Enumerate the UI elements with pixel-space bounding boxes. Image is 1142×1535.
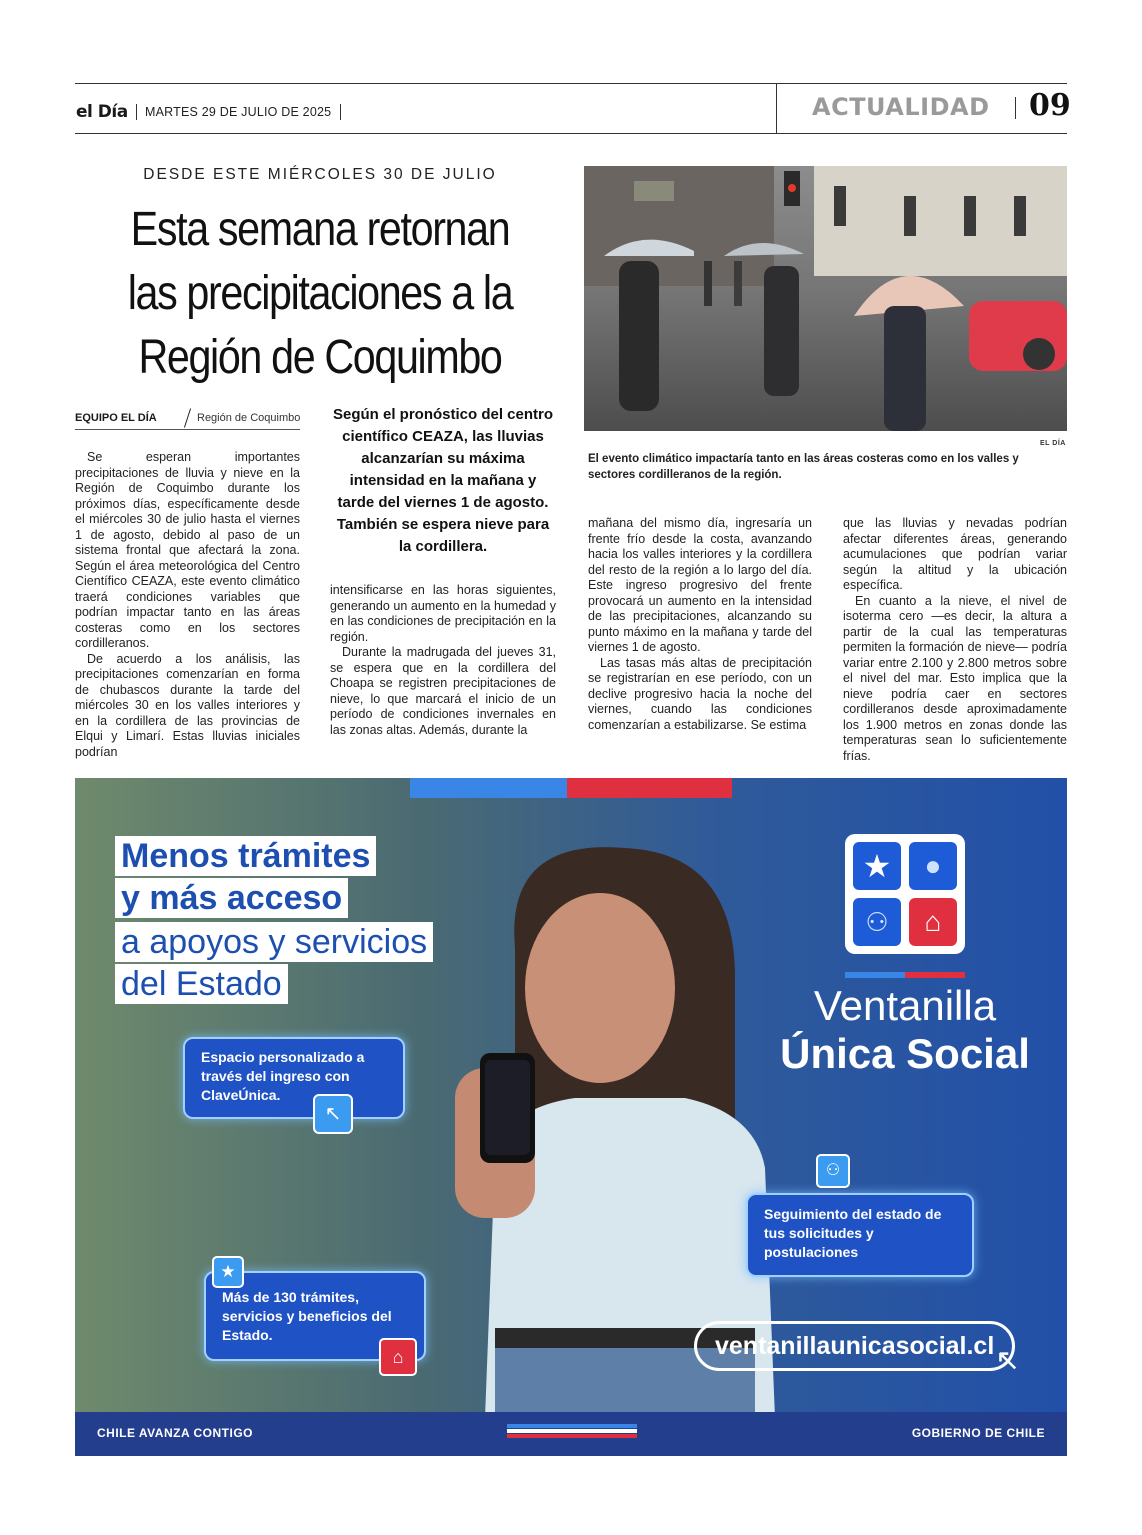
ad-headline-line: a apoyos y servicios bbox=[115, 922, 433, 962]
star-icon: ★ bbox=[853, 842, 901, 890]
ad-headline-line: y más acceso bbox=[115, 878, 348, 918]
logo-line-1: Ventanilla bbox=[813, 982, 997, 1029]
byline-author: EQUIPO EL DÍA bbox=[75, 412, 157, 424]
footer-stripe-blue bbox=[507, 1424, 637, 1428]
article-column-1 bbox=[75, 450, 300, 760]
newspaper-brand: el Día bbox=[76, 102, 128, 122]
bubble-text: Más de 130 trámites, servicios y beneficios del Estado. bbox=[222, 1289, 392, 1343]
footer-stripe-red bbox=[507, 1434, 637, 1438]
paragraph: Se esperan importantes precipitaciones de lluvia y nieve en la Región de Coquimbo durante los próximos días, específicamente desde el miércoles 30 de julio hasta el viernes 1 de agosto, debido al paso de un sistema frontal que afectará la zona. Según el área meteorológica del Centro Científico CEAZA, este evento climático traerá condiciones variables que podrían impactar tanto en las áreas costeras como en los sectores cordilleranos. bbox=[75, 450, 300, 650]
header-divider bbox=[1015, 97, 1016, 119]
ventanilla-logo bbox=[845, 834, 965, 954]
top-rule bbox=[75, 83, 1067, 84]
headline-line: Región de Coquimbo bbox=[138, 331, 502, 384]
section-divider bbox=[776, 84, 777, 133]
cursor-arrow-icon: ↖ bbox=[995, 1344, 1021, 1377]
headline-line: las precipitaciones a la bbox=[127, 267, 513, 320]
paragraph: Durante la madrugada del jueves 31, se espera que en la cordillera del Choapa se registren precipitaciones de nieve, lo que marcará el inicio de un período de condiciones invernales en las zonas altas. Además, durante la bbox=[330, 645, 556, 737]
byline-separator bbox=[184, 408, 191, 427]
byline-location: Región de Coquimbo bbox=[197, 412, 301, 424]
ad-footer-slogan: CHILE AVANZA CONTIGO bbox=[97, 1426, 253, 1440]
website-url[interactable]: ventanillaunicasocial.cl bbox=[694, 1321, 1015, 1371]
paragraph: Las tasas más altas de precipitación se registrarían en ese período, con un declive progresivo hacia la noche del viernes, cuando las condiciones comenzarían a estabilizarse. Se estima bbox=[588, 655, 812, 732]
person-icon: ● bbox=[909, 842, 957, 890]
ventanilla-wordmark bbox=[765, 982, 1045, 1078]
family-icon: ⚇ bbox=[816, 1154, 850, 1188]
ad-footer-gov: GOBIERNO DE CHILE bbox=[911, 1426, 1045, 1440]
ad-headline-line: del Estado bbox=[115, 964, 288, 1004]
footer-stripe-white bbox=[507, 1429, 637, 1433]
headline-line: Esta semana retornan bbox=[130, 203, 510, 256]
flag-stripe-blue bbox=[410, 778, 567, 798]
bubble-text: Seguimiento del estado de tus solicitudes y postulaciones bbox=[764, 1206, 942, 1260]
bubble-text: Espacio personalizado a través del ingreso con ClaveÚnica. bbox=[201, 1049, 365, 1103]
home-icon: ⌂ bbox=[909, 898, 957, 946]
paragraph: intensificarse en las horas siguientes, generando un aumento en la humedad y en las condiciones de precipitación en la región. bbox=[330, 583, 556, 644]
issue-date: MARTES 29 DE JULIO DE 2025 bbox=[145, 105, 332, 119]
star-icon: ★ bbox=[212, 1256, 244, 1288]
photo-credit: EL DÍA bbox=[1040, 440, 1066, 447]
paragraph: que las lluvias y nevadas podrían afectar diferentes áreas, generando acumulaciones que podrían variar según la altitud y la ubicación específica. bbox=[843, 516, 1067, 592]
rain-street-photo bbox=[584, 166, 1067, 431]
article-column-3 bbox=[588, 516, 812, 733]
feature-bubble-clave-unica bbox=[183, 1037, 405, 1119]
header-rule bbox=[75, 133, 1067, 134]
header-divider bbox=[136, 104, 137, 120]
photo-illustration bbox=[584, 166, 1067, 431]
ad-headline-line: Menos trámites bbox=[115, 836, 376, 876]
section-name: ACTUALIDAD bbox=[812, 93, 990, 121]
cursor-click-icon: ↖ bbox=[313, 1094, 353, 1134]
home-icon: ⌂ bbox=[379, 1338, 417, 1376]
ad-headline bbox=[115, 836, 433, 1004]
article-headline bbox=[109, 198, 530, 390]
logo-line-2: Única Social bbox=[780, 1030, 1030, 1077]
paragraph: mañana del mismo día, ingresaría un frente frío desde la costa, avanzando hacia los valles interiores y la cordillera del resto de la región a lo largo del día. Este ingreso progresivo del frente provocará un aumento en la intensidad de las precipitaciones, alcanzando su punto máximo en la mañana y tarde del viernes 1 de agosto. bbox=[588, 516, 812, 654]
government-advertisement bbox=[75, 778, 1067, 1456]
article-column-2 bbox=[330, 583, 556, 738]
pull-quote: Según el pronóstico del centro científico CEAZA, las lluvias alcanzarían su máxima intensidad en la mañana y tarde del viernes 1 de agosto. También se espera nieve para la cordillera. bbox=[332, 406, 554, 555]
article-kicker: DESDE ESTE MIÉRCOLES 30 DE JULIO bbox=[143, 166, 497, 183]
feature-bubble-seguimiento bbox=[746, 1193, 974, 1277]
paragraph: De acuerdo a los análisis, las precipitaciones comenzarían en forma de chubascos durante la tarde del miércoles 30 en los valles interiores y en la cordillera de las provincias de Elqui y Limarí. Estas lluvias iniciales podrían bbox=[75, 651, 300, 759]
page-number: 09 bbox=[1029, 88, 1071, 123]
logo-stripe-blue bbox=[845, 972, 905, 978]
byline-rule bbox=[75, 429, 300, 430]
logo-stripe-red bbox=[905, 972, 965, 978]
photo-caption: El evento climático impactaría tanto en las áreas costeras como en los valles y sectores cordilleranos de la región. bbox=[588, 453, 1019, 481]
header-divider bbox=[340, 104, 341, 120]
article-column-4 bbox=[843, 516, 1067, 764]
family-icon: ⚇ bbox=[853, 898, 901, 946]
paragraph: En cuanto a la nieve, el nivel de isoterma cero —es decir, la altura a partir de la cual las temperaturas permiten la formación de nieve— podría variar entre 2.100 y 2.800 metros sobre el nivel del mar. Esto implica que la nieve podría caer en sectores cordilleranos desde aproximadamente los 1.900 metros en zonas donde las temperaturas sean lo suficientemente frías. bbox=[843, 593, 1067, 763]
flag-stripe-red bbox=[567, 778, 732, 798]
